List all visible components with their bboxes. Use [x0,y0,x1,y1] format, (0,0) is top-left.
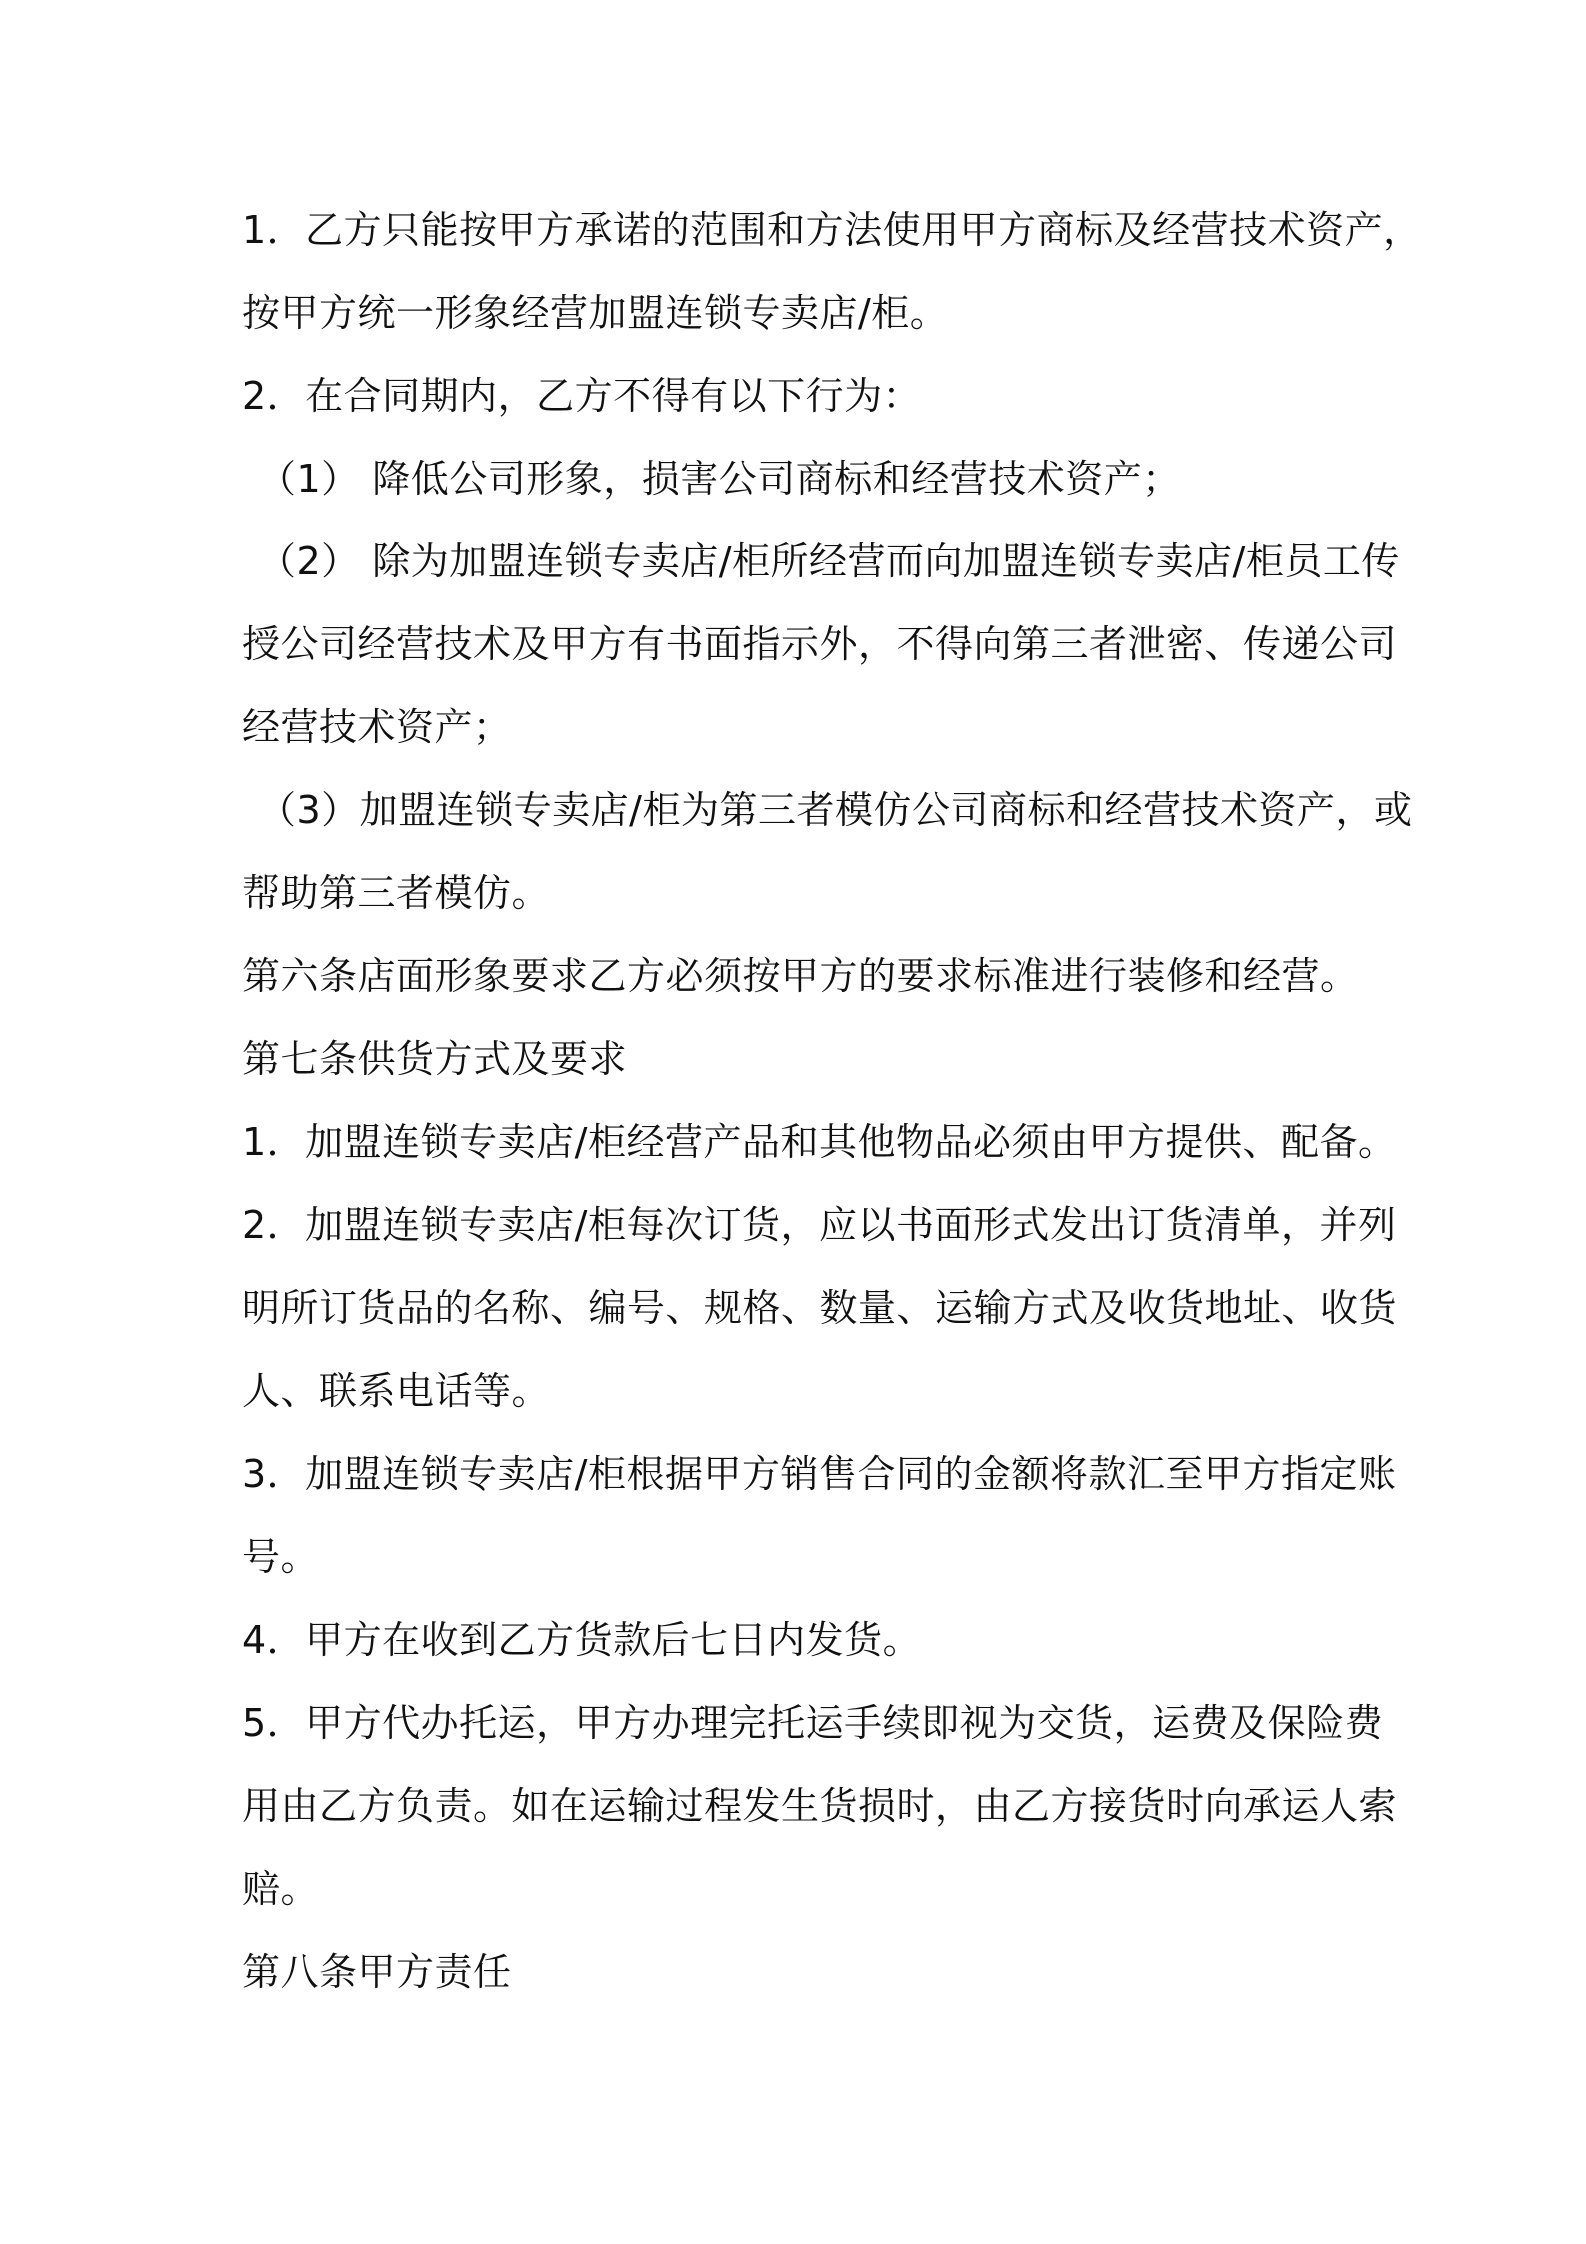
clause-2-heading: 2．在合同期内，乙方不得有以下行为： [242,374,922,418]
article-7-item-5-line-3: 赔。 [242,1867,320,1911]
article-7-item-2-line-3: 人、联系电话等。 [242,1369,551,1413]
clause-2-item-2-line-2: 授公司经营技术及甲方有书面指示外，不得向第三者泄密、传递公司 [242,622,1398,666]
article-8-heading: 第八条甲方责任 [242,1950,512,1994]
article-7-item-3-line-1: 3．加盟连锁专卖店/柜根据甲方销售合同的金额将款汇至甲方指定账 [242,1452,1397,1496]
article-6: 第六条店面形象要求乙方必须按甲方的要求标准进行装修和经营。 [242,954,1359,998]
clause-2-item-3-line-1: （3）加盟连锁专卖店/柜为第三者模仿公司商标和经营技术资产，或 [258,788,1413,832]
article-7-item-1: 1．加盟连锁专卖店/柜经营产品和其他物品必须由甲方提供、配备。 [242,1120,1397,1164]
article-7-item-2-line-2: 明所订货品的名称、编号、规格、数量、运输方式及收货地址、收货 [242,1286,1398,1330]
article-7-item-4: 4．甲方在收到乙方货款后七日内发货。 [242,1618,922,1662]
clause-1-line-2: 按甲方统一形象经营加盟连锁专卖店/柜。 [242,291,949,335]
clause-1-line-1: 1．乙方只能按甲方承诺的范围和方法使用甲方商标及经营技术资产， [242,208,1422,252]
article-7-item-5-line-1: 5．甲方代办托运，甲方办理完托运手续即视为交货，运费及保险费 [242,1701,1384,1745]
clause-2-item-2-line-3: 经营技术资产； [242,705,512,749]
article-7-item-2-line-1: 2．加盟连锁专卖店/柜每次订货，应以书面形式发出订货清单，并列 [242,1203,1397,1247]
clause-2-item-1: （1） 降低公司形象，损害公司商标和经营技术资产； [258,457,1181,501]
clause-2-item-2-line-1: （2） 除为加盟连锁专卖店/柜所经营而向加盟连锁专卖店/柜员工传 [258,539,1400,583]
article-7-item-5-line-2: 用由乙方负责。如在运输过程发生货损时，由乙方接货时向承运人索 [242,1784,1398,1828]
article-7-item-3-line-2: 号。 [242,1535,320,1579]
clause-2-item-3-line-2: 帮助第三者模仿。 [242,871,551,915]
article-7-heading: 第七条供货方式及要求 [242,1037,628,1081]
